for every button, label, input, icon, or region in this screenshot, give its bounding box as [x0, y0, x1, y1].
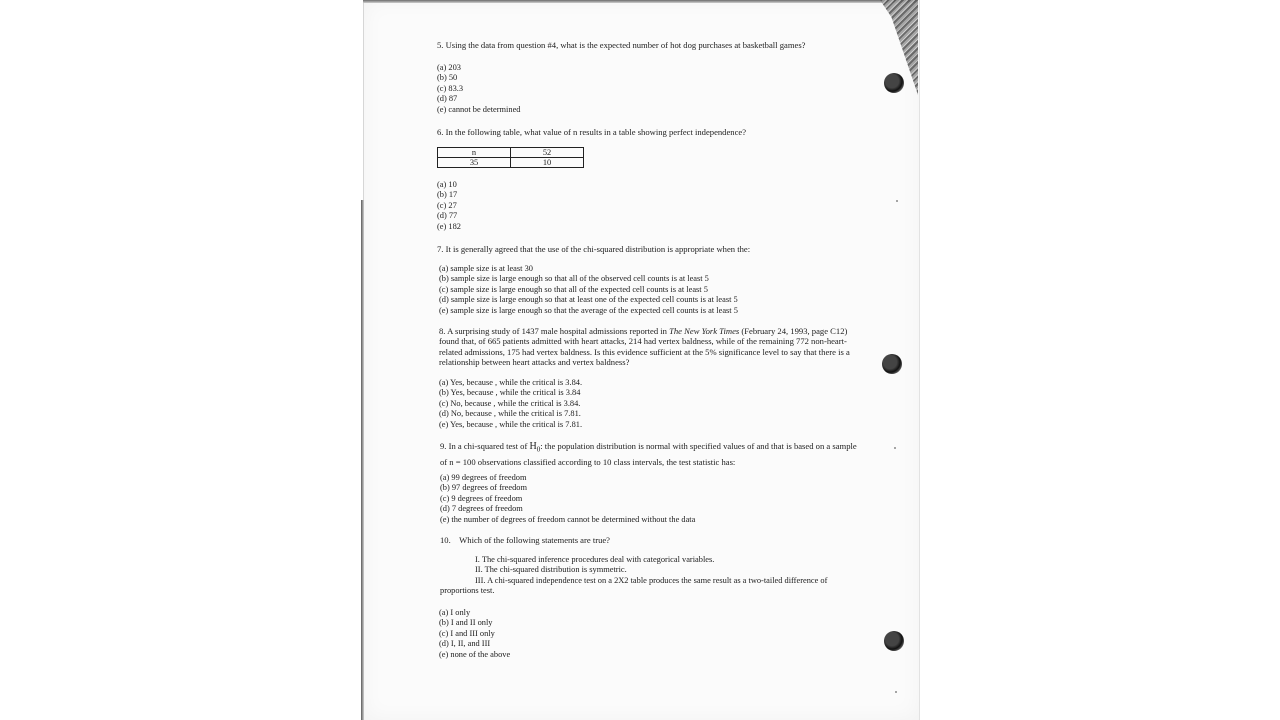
option: (e) the number of degrees of freedom cannot be determined without the data	[440, 514, 696, 524]
option: (e) 182	[437, 221, 461, 231]
question-8-suffix: (February 24, 1993, page C12) found that, of 665 patients admitted with heart attacks, 214 had vertex baldness, while of the remaining 772 non-heart-related admissions, 175 had vertex baldness. Is this evidence sufficient at the 5% significance level to say that there is a relationship between heart attacks and vertex baldness?	[439, 326, 850, 368]
question-8-prefix: 8. A surprising study of 1437 male hospital admissions reported in	[439, 326, 670, 336]
page-left-edge	[361, 200, 364, 720]
statement-continuation: proportions test.	[440, 586, 495, 596]
table-cell: n	[438, 148, 511, 158]
scan-speck	[894, 447, 896, 449]
option: (e) Yes, because , while the critical is 7.81.	[439, 419, 583, 429]
option: (e) cannot be determined	[437, 104, 521, 114]
hypothesis-symbol: H	[529, 441, 537, 452]
option: (c) No, because , while the critical is 3.84.	[439, 398, 581, 408]
page-top-edge	[363, 0, 918, 3]
option: (d) 87	[437, 94, 458, 104]
question-10-options	[439, 608, 510, 660]
question-6-text: 6. In the following table, what value of n results in a table showing perfect independence?	[437, 127, 747, 137]
question-10-statements	[440, 555, 827, 597]
binder-hole-middle	[882, 354, 902, 374]
question-8	[439, 326, 864, 368]
option: (c) 27	[437, 200, 457, 210]
question-7-options	[439, 264, 738, 316]
option: (d) 77	[437, 211, 458, 221]
option: (b) I and II only	[439, 618, 493, 628]
option: (b) 17	[437, 190, 458, 200]
option: (d) 7 degrees of freedom	[440, 504, 523, 514]
option: (e) none of the above	[439, 649, 511, 659]
table-cell: 52	[511, 148, 584, 158]
table-row	[438, 158, 584, 168]
binder-hole-top	[884, 73, 904, 93]
question-9-prefix: 9. In a chi-squared test of	[440, 441, 530, 451]
option: (a) I only	[439, 608, 471, 617]
question-7-text: 7. It is generally agreed that the use of the chi-squared distribution is appropriate when the:	[437, 244, 751, 254]
question-5	[437, 40, 805, 50]
option: (a) sample size is at least 30	[439, 264, 533, 273]
option: (b) 50	[437, 73, 458, 83]
question-10-text: 10. Which of the following statements are true?	[440, 535, 610, 545]
binder-hole-bottom	[884, 631, 904, 651]
question-5-text: 5. Using the data from question #4, what is the expected number of hot dog purchases at basketball games?	[437, 40, 806, 50]
table-row	[438, 148, 584, 158]
question-9-options	[440, 473, 695, 525]
option: (b) Yes, because , while the critical is 3.84	[439, 388, 581, 398]
option: (c) I and III only	[439, 628, 495, 638]
option: (d) sample size is large enough so that at least one of the expected cell counts is at least 5	[439, 295, 738, 305]
option: (c) sample size is large enough so that all of the expected cell counts is at least 5	[439, 284, 708, 294]
question-6	[437, 127, 746, 137]
option: (a) 10	[437, 180, 457, 189]
question-8-options	[439, 378, 582, 430]
question-8-text	[439, 326, 864, 368]
option: (a) 203	[437, 63, 461, 72]
scan-speck	[895, 691, 897, 693]
source-title: The New York Times	[669, 326, 740, 336]
option: (d) No, because , while the critical is 7.81.	[439, 409, 581, 419]
option: (c) 9 degrees of freedom	[440, 493, 523, 503]
option: (e) sample size is large enough so that the average of the expected cell counts is at least 5	[439, 305, 738, 315]
question-6-options	[437, 180, 461, 232]
option: (b) 97 degrees of freedom	[440, 483, 527, 493]
question-9-text	[440, 440, 865, 469]
statement: I. The chi-squared inference procedures deal with categorical variables.	[475, 555, 715, 564]
option: (a) 99 degrees of freedom	[440, 473, 527, 482]
question-9-suffix: : the population distribution is normal with specified values of and that is based on a sample of n = 100 observations classified according to 10 class intervals, the test statistic has:	[440, 441, 857, 468]
option: (b) sample size is large enough so that all of the observed cell counts is at least 5	[439, 274, 709, 284]
question-5-options	[437, 63, 520, 115]
statement: II. The chi-squared distribution is symmetric.	[475, 565, 627, 575]
scan-speck	[896, 200, 898, 202]
statement: III. A chi-squared independence test on a 2X2 table produces the same result as a two-tailed difference of	[475, 575, 828, 585]
hypothesis-subscript: 0	[536, 445, 541, 454]
independence-table	[437, 147, 584, 168]
option: (c) 83.3	[437, 83, 464, 93]
question-9	[440, 440, 865, 469]
question-7	[437, 244, 750, 254]
table-cell: 10	[511, 158, 584, 168]
table-cell: 35	[438, 158, 511, 168]
question-10	[440, 535, 610, 545]
option: (a) Yes, because , while the critical is 3.84.	[439, 378, 583, 387]
option: (d) I, II, and III	[439, 639, 491, 649]
